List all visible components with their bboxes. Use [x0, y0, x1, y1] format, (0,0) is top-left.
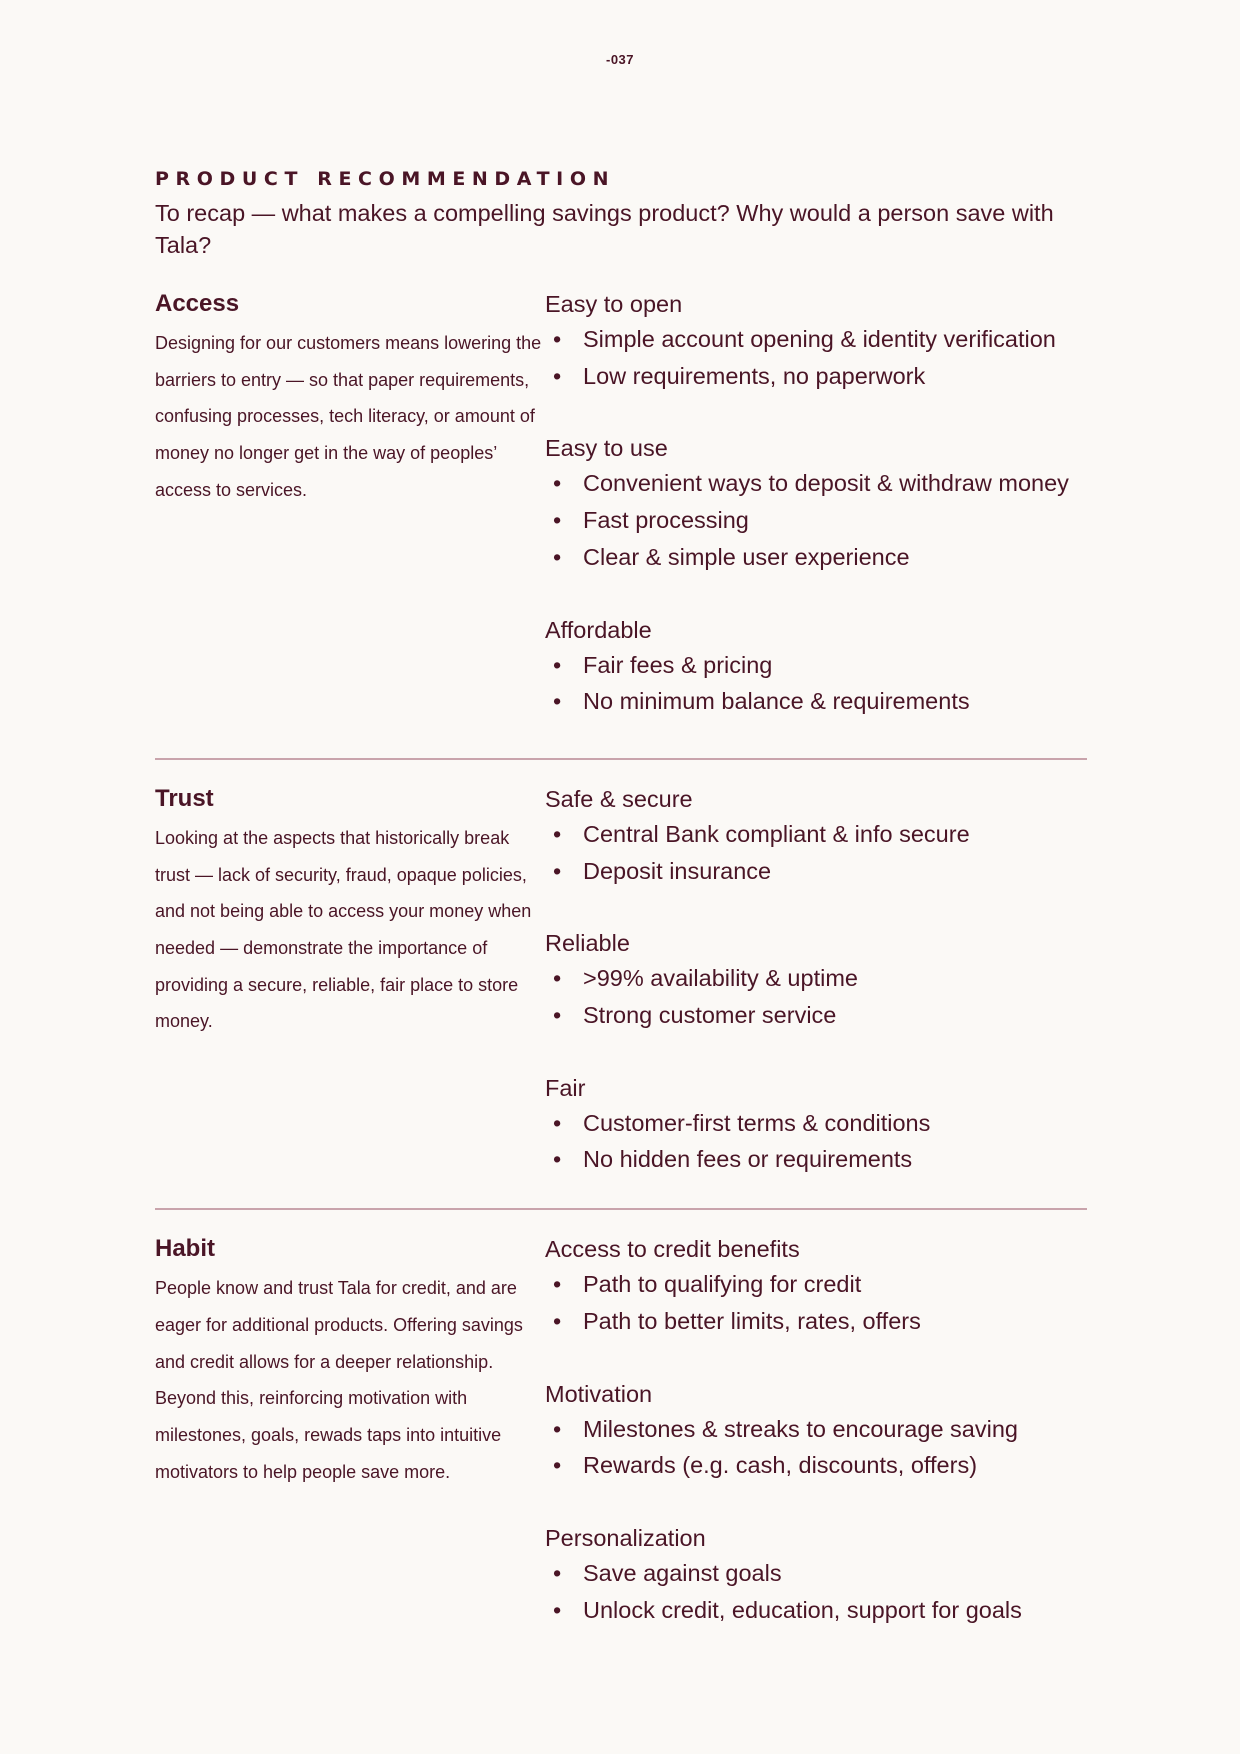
list-item-text: Strong customer service	[583, 1002, 837, 1029]
bullet-icon: •	[553, 1271, 562, 1298]
list-item-text: Unlock credit, education, support for goals	[583, 1596, 1022, 1623]
list-item-text: Fair fees & pricing	[583, 651, 773, 678]
bullet-icon: •	[553, 362, 562, 389]
criteria-group	[545, 926, 1087, 1033]
section-description: People know and trust Tala for credit, and are eager for additional products. Offering savings and credit allows for a deeper relationship. Beyond this, reinforcing motivation with milestones, goals, rewads taps into intuitive motivators to help people save more.	[155, 1278, 523, 1482]
bullet-list	[545, 960, 1087, 1033]
group-title: Safe & secure	[545, 785, 693, 812]
bullet-icon: •	[553, 470, 562, 497]
list-item	[545, 960, 1087, 997]
group-title: Access to credit benefits	[545, 1236, 800, 1263]
list-item	[545, 816, 1087, 853]
group-title: Motivation	[545, 1380, 653, 1407]
group-title: Easy to use	[545, 435, 668, 462]
section-description: Looking at the aspects that historically break trust — lack of security, fraud, opaque policies, and not being able to access your money when needed — demonstrate the importance of providing a secure, reliable, fair place to store money.	[155, 827, 532, 1032]
bullet-list	[545, 1555, 1087, 1628]
bullet-icon: •	[553, 820, 562, 847]
section-summary	[155, 782, 545, 1178]
bullet-icon: •	[553, 507, 562, 534]
bullet-list	[545, 647, 1087, 720]
section-description: Designing for our customers means lowering the barriers to entry — so that paper requirements, confusing processes, tech literacy, or amount of money no longer get in the way of peoples’ access to services.	[155, 333, 542, 500]
section-title: Access	[155, 290, 240, 317]
bullet-icon: •	[553, 1109, 562, 1136]
list-item-text: No hidden fees or requirements	[583, 1146, 913, 1173]
criteria-group	[545, 782, 1087, 889]
list-item-text: Simple account opening & identity verification	[583, 326, 1056, 352]
list-item	[545, 1592, 1087, 1629]
section-divider	[155, 758, 1087, 760]
list-item	[545, 1266, 1087, 1303]
list-item-text: Low requirements, no paperwork	[583, 362, 926, 389]
list-item	[545, 1141, 1087, 1178]
section-trust	[155, 782, 1087, 1178]
bullet-icon: •	[553, 965, 562, 992]
section-title: Trust	[155, 784, 214, 812]
list-item	[545, 647, 1087, 684]
list-item-text: Milestones & streaks to encourage saving	[583, 1415, 1018, 1442]
list-item-text: Path to better limits, rates, offers	[583, 1307, 921, 1334]
list-item	[545, 1555, 1087, 1592]
group-title: Personalization	[545, 1524, 706, 1551]
bullet-icon: •	[553, 688, 562, 715]
bullet-icon: •	[553, 543, 562, 570]
list-item	[545, 997, 1087, 1034]
list-item	[545, 358, 1087, 395]
bullet-icon: •	[553, 1452, 562, 1479]
list-item	[545, 1105, 1087, 1142]
section-summary	[155, 287, 545, 720]
list-item	[545, 465, 1087, 502]
bullet-icon: •	[553, 1307, 562, 1334]
page-number: -037	[605, 52, 635, 67]
section-criteria	[545, 287, 1087, 720]
bullet-icon: •	[553, 326, 562, 352]
bullet-list	[545, 321, 1087, 394]
section-title: Habit	[155, 1235, 215, 1263]
list-item-text: Path to qualifying for credit	[583, 1271, 862, 1298]
group-title: Reliable	[545, 930, 630, 957]
section-eyebrow: PRODUCT RECOMMENDATION	[155, 168, 616, 190]
group-title: Affordable	[545, 616, 652, 643]
list-item	[545, 1411, 1087, 1448]
list-item-text: Deposit insurance	[583, 857, 772, 884]
criteria-group	[545, 287, 1087, 394]
list-item-text: Clear & simple user experience	[583, 543, 910, 570]
group-title: Easy to open	[545, 291, 683, 317]
bullet-list	[545, 1105, 1087, 1178]
section-criteria	[545, 782, 1087, 1178]
section-access	[155, 287, 1087, 720]
criteria-group	[545, 1071, 1087, 1178]
bullet-icon: •	[553, 1559, 562, 1586]
list-item	[545, 683, 1087, 720]
criteria-group	[545, 431, 1087, 575]
list-item	[545, 321, 1087, 358]
list-item-text: Rewards (e.g. cash, discounts, offers)	[583, 1452, 978, 1479]
list-item-text: Central Bank compliant & info secure	[583, 820, 970, 847]
bullet-list	[545, 465, 1087, 575]
list-item-text: Customer-first terms & conditions	[583, 1109, 931, 1136]
page-content	[155, 165, 1087, 1628]
section-habit	[155, 1232, 1087, 1628]
bullet-icon: •	[553, 1596, 562, 1623]
list-item-text: >99% availability & uptime	[583, 965, 858, 992]
bullet-list	[545, 1411, 1087, 1484]
list-item	[545, 1447, 1087, 1484]
criteria-group	[545, 1377, 1087, 1484]
group-title: Fair	[545, 1074, 586, 1101]
criteria-group	[545, 1521, 1087, 1628]
list-item-text: Save against goals	[583, 1559, 782, 1586]
bullet-icon: •	[553, 1146, 562, 1173]
bullet-icon: •	[553, 857, 562, 884]
list-item-text: Fast processing	[583, 507, 749, 534]
list-item-text: No minimum balance & requirements	[583, 688, 970, 715]
section-summary	[155, 1232, 545, 1628]
list-item	[545, 539, 1087, 576]
bullet-icon: •	[553, 651, 562, 678]
bullet-icon: •	[553, 1002, 562, 1029]
intro-question: To recap — what makes a compelling savings product? Why would a person save with Tala?	[155, 200, 1054, 258]
list-item	[545, 1303, 1087, 1340]
section-criteria	[545, 1232, 1087, 1628]
list-item	[545, 853, 1087, 890]
criteria-group	[545, 1232, 1087, 1339]
criteria-group	[545, 613, 1087, 720]
bullet-icon: •	[553, 1415, 562, 1442]
list-item	[545, 502, 1087, 539]
bullet-list	[545, 816, 1087, 889]
section-divider	[155, 1208, 1087, 1210]
bullet-list	[545, 1266, 1087, 1339]
list-item-text: Convenient ways to deposit & withdraw money	[583, 470, 1069, 497]
